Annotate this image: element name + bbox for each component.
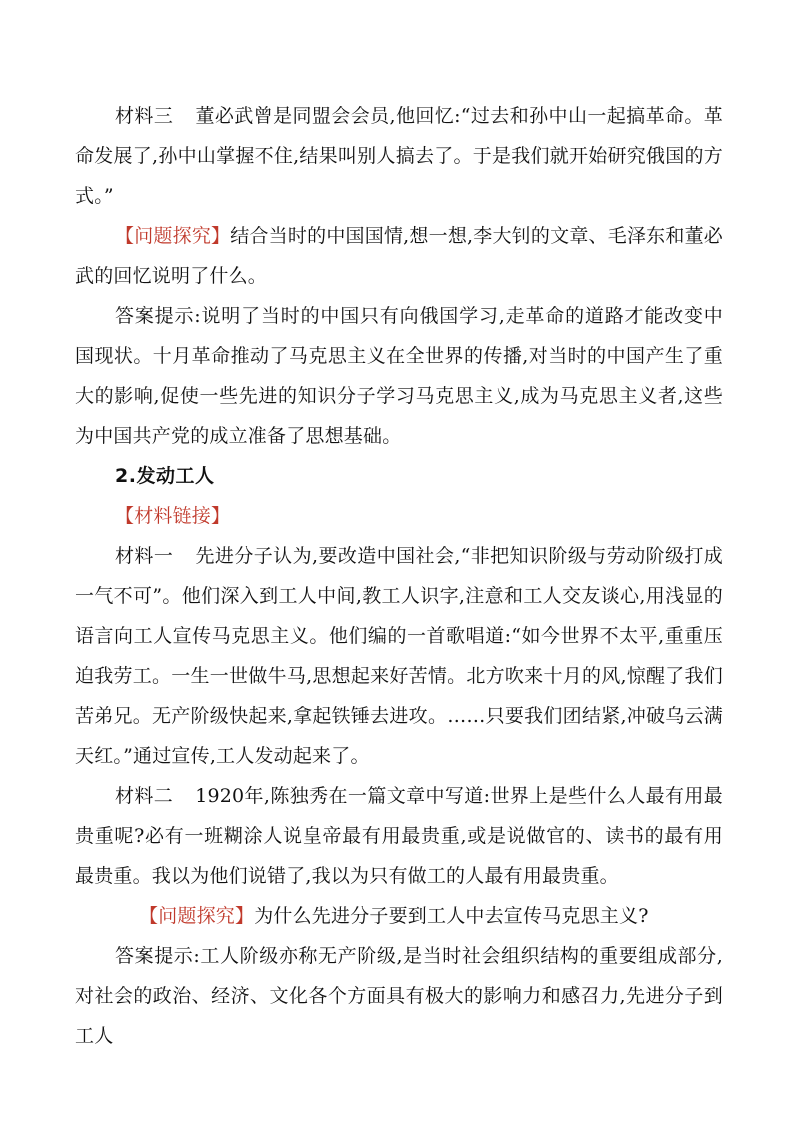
section-heading: 2.发动工人 [115, 465, 215, 487]
question-tag: 【问题探究】 [139, 905, 255, 927]
question-text: 为什么先进分子要到工人中去宣传马克思主义? [254, 905, 649, 927]
answer-text: 答案提示:工人阶级亦称无产阶级,是当时社会组织结构的重要组成部分,对社会的政治、经济、文化各个方面具有极大的影响力和感召力,先进分子到工人 [75, 945, 723, 1047]
material2-label: 材料二 [115, 785, 174, 807]
answer-paragraph-2 [75, 936, 723, 1056]
material2-paragraph [75, 776, 723, 896]
material3-text: 董必武曾是同盟会会员,他回忆:“过去和孙中山一起搞革命。革命发展了,孙中山掌握不住,结果叫别人搞去了。于是我们就开始研究俄国的方式。” [75, 105, 723, 207]
answer-text: 答案提示:说明了当时的中国只有向俄国学习,走革命的道路才能改变中国现状。十月革命推动了马克思主义在全世界的传播,对当时的中国产生了重大的影响,促使一些先进的知识分子学习马克思主义,成为马克思主义者,这些为中国共产党的成立准备了思想基础。 [75, 305, 723, 447]
material3-label: 材料三 [115, 105, 174, 127]
material1-text: 先进分子认为,要改造中国社会,“非把知识阶级与劳动阶级打成一气不可”。他们深入到工人中间,教工人识字,注意和工人交友谈心,用浅显的语言向工人宣传马克思主义。他们编的一首歌唱道:“如今世界不太平,重重压迫我劳工。一生一世做牛马,思想起来好苦情。北方吹来十月的风,惊醒了我们苦弟兄。无产阶级快起来,拿起铁锤去进攻。……只要我们团结紧,冲破乌云满天红。”通过宣传,工人发动起来了。 [75, 545, 723, 767]
material-link-paragraph [75, 496, 723, 536]
document-page [75, 96, 723, 1056]
question-text: 结合当时的中国国情,想一想,李大钊的文章、毛泽东和董必武的回忆说明了什么。 [75, 225, 724, 287]
material1-label: 材料一 [115, 545, 174, 567]
material3-paragraph [75, 96, 723, 216]
material1-paragraph [75, 536, 723, 776]
material-link-tag: 【材料链接】 [115, 505, 231, 527]
answer-paragraph-1 [75, 296, 723, 456]
question-paragraph-2 [75, 896, 723, 936]
material2-text: 1920年,陈独秀在一篇文章中写道:世界上是些什么人最有用最贵重呢?必有一班糊涂人说皇帝最有用最贵重,或是说做官的、读书的最有用最贵重。我以为他们说错了,我以为只有做工的人最有用最贵重。 [75, 785, 723, 887]
question-paragraph-1 [75, 216, 723, 296]
question-tag: 【问题探究】 [115, 225, 231, 247]
